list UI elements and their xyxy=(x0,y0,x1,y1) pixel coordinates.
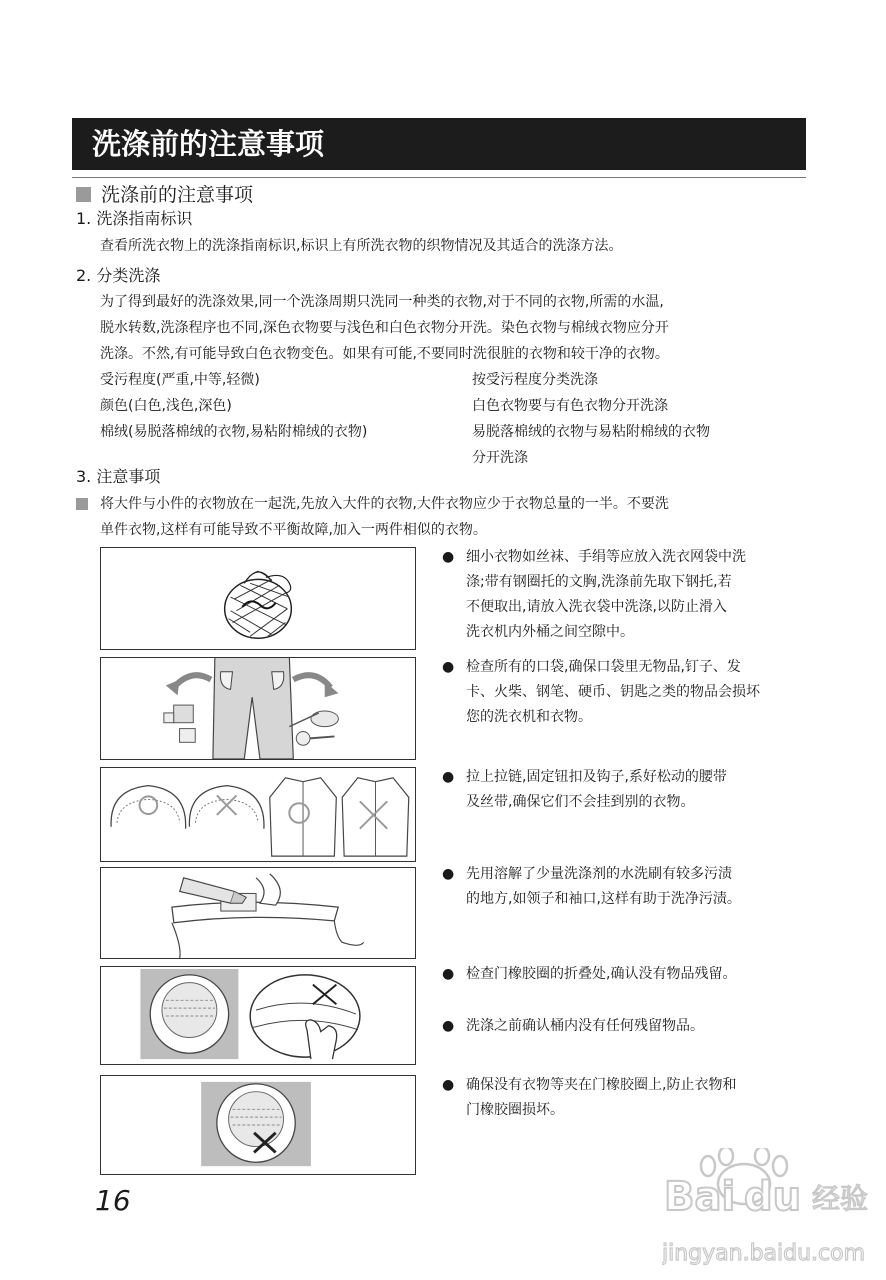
figure-check-pockets xyxy=(100,657,416,760)
section-heading-text: 洗涤前的注意事项 xyxy=(101,184,254,206)
heading-precautions: 3. 注意事项 xyxy=(76,467,161,486)
bullet-check-pockets xyxy=(444,655,810,730)
paragraph-sort-laundry-3: 洗涤。不然,有可能导致白色衣物变色。如果有可能,不要同时洗很脏的衣物和较干净的衣物。 xyxy=(100,346,669,362)
bullet-line: 您的洗衣机和衣物。 xyxy=(466,709,592,725)
page-title: 洗涤前的注意事项 xyxy=(72,118,806,170)
bullet-line: 不便取出,请放入洗衣袋中洗涤,以防止滑入 xyxy=(466,599,727,615)
svg-text:经验: 经验 xyxy=(812,1182,869,1215)
bullet-line: 洗涤之前确认桶内没有任何残留物品。 xyxy=(466,1018,704,1034)
bullet-line: 涤;带有钢圈托的文胸,洗涤前先取下钢托,若 xyxy=(466,574,732,590)
square-marker-icon xyxy=(76,498,88,510)
laundry-net-illustration xyxy=(101,548,415,649)
square-marker-icon xyxy=(76,187,91,202)
pockets-illustration xyxy=(101,658,415,759)
sort-table-right: 白色衣物要与有色衣物分开洗涤 xyxy=(472,398,668,414)
sort-table-left: 受污程度(严重,中等,轻微) xyxy=(100,372,260,388)
paragraph-care-label: 查看所洗衣物上的洗涤指南标识,标识上有所洗衣物的织物情况及其适合的洗涤方法。 xyxy=(100,238,623,254)
heading-care-label: 1. 洗涤指南标识 xyxy=(76,209,193,228)
figure-laundry-net xyxy=(100,547,416,650)
heading-sort-laundry: 2. 分类洗涤 xyxy=(76,266,161,285)
bullet-dot: ● xyxy=(442,866,455,882)
bullet-line: 的地方,如领子和袖口,这样有助于洗净污渍。 xyxy=(466,891,741,907)
bullet-dot: ● xyxy=(442,966,455,982)
bullet-laundry-net xyxy=(444,545,810,645)
sort-table-left: 颜色(白色,浅色,深色) xyxy=(100,398,232,414)
bullet-line: 先用溶解了少量洗涤剂的水洗刷有较多污渍 xyxy=(466,866,732,882)
bullet-door-seal xyxy=(444,1073,810,1123)
bullet-dot: ● xyxy=(442,1077,455,1093)
paragraph-precautions-1: 将大件与小件的衣物放在一起洗,先放入大件的衣物,大件衣物应少于衣物总量的一半。不要洗 xyxy=(100,496,669,512)
paragraph-sort-laundry-1: 为了得到最好的洗涤效果,同一个洗涤周期只洗同一种类的衣物,对于不同的衣物,所需的水温, xyxy=(100,294,664,310)
bullet-dot: ● xyxy=(442,1018,455,1034)
bullet-line: 检查所有的口袋,确保口袋里无物品,钉子、发 xyxy=(466,659,741,675)
zippers-buttons-illustration xyxy=(101,768,415,861)
bullet-line: 及丝带,确保它们不会挂到别的衣物。 xyxy=(466,794,695,810)
sort-table-right: 易脱落棉绒的衣物与易粘附棉绒的衣物 xyxy=(472,424,710,440)
figure-zippers-buttons xyxy=(100,767,416,862)
svg-text:du: du xyxy=(744,1174,802,1220)
svg-text:jingyan.baidu.com: jingyan.baidu.com xyxy=(662,1241,866,1266)
bullet-line: 洗衣机内外桶之间空隙中。 xyxy=(466,624,634,640)
sort-table-left: 棉绒(易脱落棉绒的衣物,易粘附棉绒的衣物) xyxy=(100,424,368,440)
door-gasket-illustration xyxy=(101,967,415,1064)
door-seal-illustration xyxy=(101,1076,415,1174)
figure-door-seal-clear xyxy=(100,1075,416,1175)
paragraph-sort-laundry-2: 脱水转数,洗涤程序也不同,深色衣物要与浅色和白色衣物分开洗。染色衣物与棉绒衣物应分开 xyxy=(100,320,669,336)
bullet-dot: ● xyxy=(442,549,455,565)
bullet-line: 确保没有衣物等夹在门橡胶圈上,防止衣物和 xyxy=(466,1077,737,1093)
bullet-line: 卡、火柴、钢笔、硬币、钥匙之类的物品会损坏 xyxy=(466,684,760,700)
figure-pretreat-stains xyxy=(100,867,416,959)
title-divider xyxy=(72,177,806,178)
bullet-pretreat-stains xyxy=(444,862,810,912)
bullet-zippers-buttons xyxy=(444,765,810,815)
page-number: 16 xyxy=(95,1184,131,1217)
pretreat-stains-illustration xyxy=(101,868,415,958)
sort-table-right: 按受污程度分类洗涤 xyxy=(472,372,598,388)
bullet-line: 检查门橡胶圈的折叠处,确认没有物品残留。 xyxy=(466,966,737,982)
bullet-line: 细小衣物如丝袜、手绢等应放入洗衣网袋中洗 xyxy=(466,549,746,565)
bullet-line: 门橡胶圈损坏。 xyxy=(466,1102,564,1118)
section-heading xyxy=(76,182,253,208)
sort-table-right: 分开洗涤 xyxy=(472,450,528,466)
bullet-door-gasket xyxy=(444,962,810,987)
bullet-drum-empty xyxy=(444,1014,810,1039)
bullet-dot: ● xyxy=(442,769,455,785)
bullet-dot: ● xyxy=(442,659,455,675)
bullet-line: 拉上拉链,固定钮扣及钩子,系好松动的腰带 xyxy=(466,769,727,785)
baidu-watermark-logo xyxy=(662,1148,882,1268)
svg-text:Bai: Bai xyxy=(664,1174,736,1220)
paragraph-precautions-2: 单件衣物,这样有可能导致不平衡故障,加入一两件相似的衣物。 xyxy=(100,522,487,538)
figure-door-gasket-check xyxy=(100,966,416,1065)
